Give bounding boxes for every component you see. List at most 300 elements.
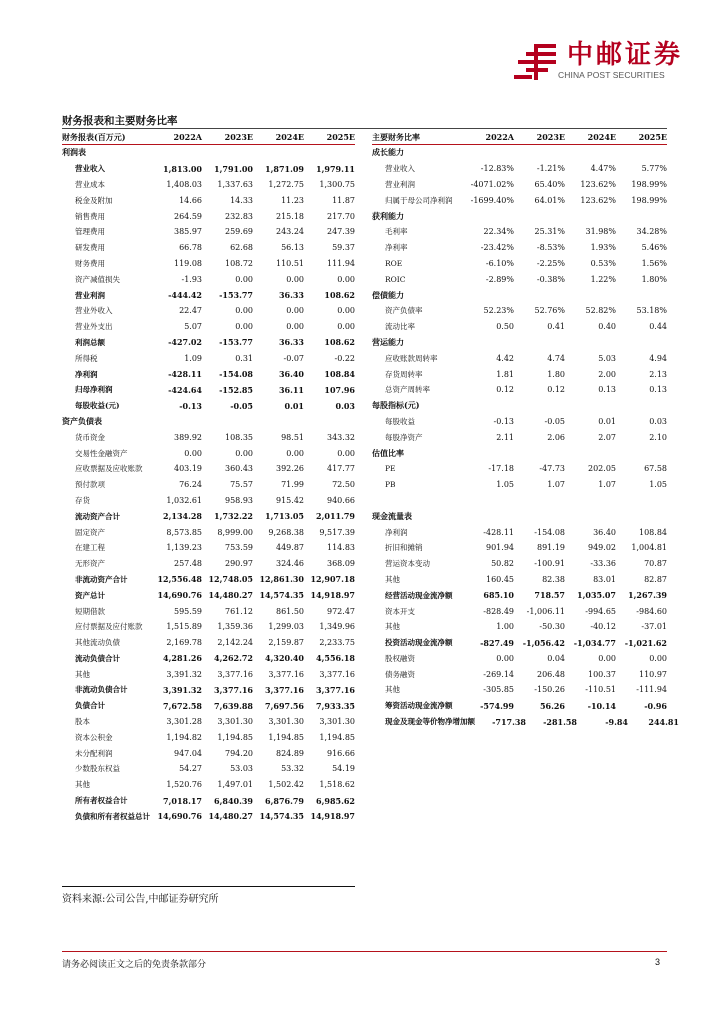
cell-value: 761.12	[225, 606, 253, 616]
cell-value: -154.08	[534, 527, 565, 537]
table-row	[372, 493, 667, 509]
row-label: 投资活动现金流净额	[385, 638, 453, 648]
row-label: 其他	[75, 780, 90, 790]
cell-value: 0.40	[598, 322, 616, 332]
cell-value: 11.23	[281, 195, 304, 205]
row-label: 非流动负债合计	[75, 685, 128, 695]
cell-value: 82.87	[644, 574, 667, 584]
cell-value: 1,139.23	[166, 543, 202, 553]
cell-value: -428.11	[168, 369, 202, 380]
cell-value: 66.78	[179, 243, 202, 253]
table-row	[62, 319, 355, 335]
table-row	[372, 350, 667, 366]
cell-value: -984.60	[636, 606, 667, 616]
row-label: 营业外收入	[75, 306, 113, 316]
cell-value: 1,871.09	[265, 163, 304, 174]
cell-value: 110.51	[276, 258, 304, 268]
table-row	[372, 572, 667, 588]
cell-value: 1,299.03	[268, 622, 304, 632]
cell-value: 232.83	[225, 211, 253, 221]
cell-value: 22.47	[179, 306, 202, 316]
cell-value: 2.13	[649, 369, 667, 379]
table-row	[62, 682, 355, 698]
cell-value: 75.57	[230, 480, 253, 490]
cell-value: 0.00	[286, 306, 304, 316]
cell-value: 2,134.28	[163, 511, 202, 522]
cell-value: -111.94	[636, 685, 667, 695]
cell-value: -6.10%	[485, 258, 514, 268]
cell-value: 3,301.30	[268, 717, 304, 727]
cell-value: -9.84	[605, 716, 628, 727]
section-row	[372, 287, 667, 303]
cell-value: 3,391.32	[166, 669, 202, 679]
cell-value: 5.77%	[641, 164, 667, 174]
header-label: 主要财务比率	[372, 131, 420, 142]
table-row	[62, 271, 355, 287]
cell-value: 916.66	[327, 748, 355, 758]
row-label: 存货周转率	[385, 369, 423, 379]
cell-value: 9,268.38	[268, 527, 304, 537]
cell-value: 4,281.26	[163, 653, 202, 664]
cell-value: 25.31%	[534, 227, 565, 237]
cell-value: 1,502.42	[268, 780, 304, 790]
cell-value: 2,233.75	[319, 638, 355, 648]
cell-value: -40.12	[590, 622, 616, 632]
cell-value: 243.24	[276, 227, 304, 237]
table-row	[372, 603, 667, 619]
cell-value: 0.00	[184, 448, 202, 458]
cell-value: 1,520.76	[166, 780, 202, 790]
table-row	[372, 256, 667, 272]
row-label: 存货	[75, 495, 90, 505]
table-row	[372, 666, 667, 682]
section-row	[372, 208, 667, 224]
row-label: 资产负债率	[385, 306, 423, 316]
header-year: 2025E	[326, 132, 355, 142]
table-row	[62, 651, 355, 667]
cell-value: -424.64	[168, 384, 202, 395]
row-label: 应付票据及应付账款	[75, 622, 143, 632]
cell-value: 36.40	[278, 369, 304, 380]
row-label: 应收票据及应收账款	[75, 464, 143, 474]
cell-value: -1,056.42	[522, 637, 565, 648]
cell-value: 0.00	[496, 653, 514, 663]
cell-value: 108.84	[324, 369, 355, 380]
table-row	[372, 366, 667, 382]
table-row	[372, 177, 667, 193]
table-row	[372, 271, 667, 287]
cell-value: 14,918.97	[310, 590, 355, 601]
table-row	[62, 524, 355, 540]
footer-divider	[62, 951, 667, 952]
table-row	[62, 224, 355, 240]
cell-value: 215.18	[276, 211, 304, 221]
page-number: 3	[655, 957, 661, 967]
table-row	[62, 366, 355, 382]
cell-value: -17.18	[488, 464, 514, 474]
cell-value: 343.32	[327, 432, 355, 442]
cell-value: 0.00	[286, 274, 304, 284]
table-row	[62, 572, 355, 588]
cell-value: 36.33	[278, 337, 304, 348]
cell-value: 110.97	[639, 669, 667, 679]
cell-value: 54.19	[332, 764, 355, 774]
cell-value: 0.31	[235, 353, 253, 363]
cell-value: 915.42	[276, 495, 304, 505]
cell-value: 14,480.27	[208, 590, 253, 601]
row-label: 估值比率	[372, 447, 404, 458]
cell-value: 36.33	[278, 290, 304, 301]
cell-value: 0.00	[598, 653, 616, 663]
cell-value: 1,813.00	[163, 163, 202, 174]
cell-value: 1,408.03	[166, 179, 202, 189]
cell-value: 52.76%	[534, 306, 565, 316]
row-label: 利润表	[62, 147, 86, 158]
row-label: 净利润	[385, 527, 408, 537]
section-row	[372, 445, 667, 461]
table-row	[62, 729, 355, 745]
cell-value: 108.62	[324, 337, 355, 348]
table-row	[372, 240, 667, 256]
cell-value: -154.08	[219, 369, 253, 380]
cell-value: 0.00	[337, 306, 355, 316]
cell-value: 14.66	[179, 195, 202, 205]
table-row	[62, 335, 355, 351]
header-year: 2024E	[275, 132, 304, 142]
row-label: 负债合计	[75, 701, 105, 711]
cell-value: -152.85	[219, 384, 253, 395]
row-label: 营业收入	[75, 164, 105, 174]
cell-value: 1,732.22	[214, 511, 253, 522]
cell-value: -150.26	[534, 685, 565, 695]
row-label: 在建工程	[75, 543, 105, 553]
table-row	[62, 445, 355, 461]
cell-value: 2,169.78	[166, 638, 202, 648]
row-label: PB	[385, 480, 396, 490]
row-label: 预付款项	[75, 480, 105, 490]
cell-value: 891.19	[537, 543, 565, 553]
section-title: 财务报表和主要财务比率	[62, 115, 178, 127]
cell-value: 949.02	[588, 543, 616, 553]
table-row	[62, 161, 355, 177]
cell-value: 5.03	[598, 353, 616, 363]
cell-value: 861.50	[276, 606, 304, 616]
cell-value: 53.18%	[636, 306, 667, 316]
source-note: 资料来源:公司公告,中邮证券研究所	[62, 894, 219, 905]
cell-value: -269.14	[483, 669, 514, 679]
cell-value: -4071.02%	[470, 179, 514, 189]
cell-value: 0.00	[649, 653, 667, 663]
row-label: 其他	[75, 669, 90, 679]
row-label: 毛利率	[385, 227, 408, 237]
table-row	[62, 587, 355, 603]
cell-value: 1.80%	[641, 274, 667, 284]
cell-value: 324.46	[276, 559, 304, 569]
cell-value: -0.38%	[536, 274, 565, 284]
section-row	[372, 335, 667, 351]
cell-value: -37.01	[641, 622, 667, 632]
cell-value: 3,377.16	[217, 669, 253, 679]
table-row	[62, 382, 355, 398]
cell-value: 5.07	[184, 322, 202, 332]
row-label: 流动负债合计	[75, 653, 120, 663]
cell-value: 108.62	[324, 290, 355, 301]
cell-value: 3,377.16	[268, 669, 304, 679]
row-label: 股本	[75, 717, 90, 727]
row-label: 资产减值损失	[75, 274, 120, 284]
cell-value: 1,337.63	[217, 179, 253, 189]
china-post-logo-icon	[512, 42, 564, 82]
cell-value: -305.85	[483, 685, 514, 695]
cell-value: 824.89	[276, 748, 304, 758]
cell-value: 53.03	[230, 764, 253, 774]
cell-value: 7,933.35	[316, 700, 355, 711]
table-row	[372, 524, 667, 540]
row-label: 少数股东权益	[75, 764, 120, 774]
cell-value: 0.00	[235, 274, 253, 284]
footer-disclaimer: 请务必阅读正文之后的免责条款部分	[62, 960, 207, 970]
row-label: 负债和所有者权益总计	[75, 811, 150, 821]
cell-value: 34.28%	[636, 227, 667, 237]
row-label: 其他	[385, 574, 400, 584]
table-row	[372, 540, 667, 556]
cell-value: 753.59	[225, 543, 253, 553]
cell-value: 1,515.89	[166, 622, 202, 632]
cell-value: 685.10	[483, 590, 514, 601]
cell-value: 958.93	[225, 495, 253, 505]
table-row	[372, 682, 667, 698]
cell-value: 290.97	[225, 559, 253, 569]
section-row	[372, 508, 667, 524]
cell-value: 794.20	[225, 748, 253, 758]
cell-value: 0.00	[235, 322, 253, 332]
cell-value: 7,672.58	[163, 700, 202, 711]
table-row	[62, 192, 355, 208]
cell-value: 2,142.24	[217, 638, 253, 648]
cell-value: -0.13	[493, 416, 514, 426]
row-label: 营业外支出	[75, 322, 113, 332]
cell-value: 12,907.18	[310, 574, 355, 585]
cell-value: 14,690.76	[157, 590, 202, 601]
cell-value: 108.72	[225, 258, 253, 268]
row-label: 税金及附加	[75, 195, 113, 205]
cell-value: 50.82	[491, 559, 514, 569]
row-label: 销售费用	[75, 211, 105, 221]
table-row	[372, 587, 667, 603]
table-row	[372, 461, 667, 477]
cell-value: 64.01%	[534, 195, 565, 205]
row-label: 营运资本变动	[385, 559, 430, 569]
cell-value: 972.47	[327, 606, 355, 616]
title-divider	[62, 128, 667, 129]
cell-value: 1,267.39	[628, 590, 667, 601]
cell-value: 449.87	[276, 543, 304, 553]
cell-value: 1.22%	[590, 274, 616, 284]
brand-name-cn: 中邮证券	[567, 40, 684, 70]
table-bottom-rule	[62, 886, 355, 887]
cell-value: -0.22	[334, 353, 355, 363]
row-label: 获利能力	[372, 210, 404, 221]
cell-value: 7,639.88	[214, 700, 253, 711]
cell-value: -47.73	[539, 464, 565, 474]
row-label: 营业成本	[75, 179, 105, 189]
cell-value: -23.42%	[480, 243, 514, 253]
row-label: 研发费用	[75, 243, 105, 253]
row-label: ROE	[385, 258, 403, 268]
cell-value: 12,556.48	[157, 574, 202, 585]
table-row	[62, 745, 355, 761]
table-row	[62, 398, 355, 414]
cell-value: 1.05	[496, 480, 514, 490]
table-row	[62, 793, 355, 809]
row-label: 其他	[385, 622, 400, 632]
table-row	[62, 429, 355, 445]
cell-value: 5.46%	[641, 243, 667, 253]
table-row	[62, 461, 355, 477]
cell-value: 202.05	[588, 464, 616, 474]
cell-value: -1.21%	[536, 164, 565, 174]
cell-value: 360.43	[225, 464, 253, 474]
cell-value: 1,713.05	[265, 511, 304, 522]
cell-value: 14,480.27	[208, 811, 253, 822]
cell-value: 1.00	[496, 622, 514, 632]
cell-value: 217.70	[327, 211, 355, 221]
cell-value: 3,377.16	[214, 684, 253, 695]
cell-value: 3,301.28	[166, 717, 202, 727]
cell-value: -717.38	[492, 716, 526, 727]
cell-value: 4.47%	[590, 164, 616, 174]
header-year: 2022A	[485, 132, 514, 142]
cell-value: -153.77	[219, 337, 253, 348]
cell-value: 4.42	[496, 353, 514, 363]
cell-value: 901.94	[486, 543, 514, 553]
cell-value: 0.03	[335, 400, 355, 411]
cell-value: -100.91	[534, 559, 565, 569]
cell-value: 119.08	[174, 258, 202, 268]
cell-value: 257.48	[174, 559, 202, 569]
cell-value: 0.04	[547, 653, 565, 663]
cell-value: -2.25%	[536, 258, 565, 268]
cell-value: 0.00	[286, 322, 304, 332]
header-year: 2023E	[224, 132, 253, 142]
cell-value: 0.12	[547, 385, 565, 395]
cell-value: 1,035.07	[577, 590, 616, 601]
row-label: 营业收入	[385, 164, 415, 174]
table-row	[62, 493, 355, 509]
table-row	[62, 477, 355, 493]
cell-value: 22.34%	[483, 227, 514, 237]
cell-value: -10.14	[587, 700, 616, 711]
cell-value: 7,697.56	[265, 700, 304, 711]
cell-value: 36.11	[278, 384, 304, 395]
cell-value: 123.62%	[580, 195, 616, 205]
cell-value: 6,985.62	[316, 795, 355, 806]
row-label: 现金及现金等价物净增加额	[385, 717, 475, 727]
row-label: 归母净利润	[75, 385, 113, 395]
cell-value: 14,574.35	[259, 811, 304, 822]
cell-value: -827.49	[480, 637, 514, 648]
table-row	[62, 619, 355, 635]
cell-value: -281.58	[543, 716, 577, 727]
cell-value: 0.00	[337, 448, 355, 458]
table-row	[372, 382, 667, 398]
cell-value: 2,011.79	[316, 511, 355, 522]
cell-value: 0.13	[649, 385, 667, 395]
row-label: 经营活动现金流净额	[385, 590, 453, 600]
cell-value: 1.09	[184, 353, 202, 363]
row-label: 所得税	[75, 353, 98, 363]
cell-value: 392.26	[276, 464, 304, 474]
cell-value: 12,861.30	[259, 574, 304, 585]
cell-value: 1,194.82	[166, 732, 202, 742]
cell-value: 65.40%	[534, 179, 565, 189]
table-row	[372, 619, 667, 635]
cell-value: -50.30	[539, 622, 565, 632]
cell-value: 1,979.11	[316, 163, 355, 174]
cell-value: 0.01	[598, 416, 616, 426]
cell-value: -1.93	[181, 274, 202, 284]
cell-value: 0.50	[496, 322, 514, 332]
brand-name-en: CHINA POST SECURITIES	[558, 70, 665, 80]
cell-value: 108.35	[225, 432, 253, 442]
table-row	[62, 303, 355, 319]
cell-value: 718.57	[534, 590, 565, 601]
cell-value: 1,359.36	[217, 622, 253, 632]
cell-value: -12.83%	[480, 164, 514, 174]
row-label: 净利润	[75, 369, 98, 379]
cell-value: 1.81	[496, 369, 514, 379]
cell-value: 1,004.81	[631, 543, 667, 553]
cell-value: 3,391.32	[163, 684, 202, 695]
cell-value: 1,194.85	[217, 732, 253, 742]
table-row	[62, 350, 355, 366]
row-label: 净利率	[385, 243, 408, 253]
header-year: 2022A	[173, 132, 202, 142]
cell-value: 1.93%	[590, 243, 616, 253]
row-label: 所有者权益合计	[75, 796, 128, 806]
cell-value: 83.01	[593, 574, 616, 584]
cell-value: -428.11	[483, 527, 514, 537]
section-row	[372, 398, 667, 414]
cell-value: 198.99%	[631, 195, 667, 205]
table-row	[372, 714, 679, 730]
cell-value: -828.49	[483, 606, 514, 616]
row-label: 流动资产合计	[75, 511, 120, 521]
row-label: 利润总额	[75, 337, 105, 347]
table-row	[62, 256, 355, 272]
section-row	[62, 414, 355, 430]
cell-value: 0.00	[286, 448, 304, 458]
cell-value: 259.69	[225, 227, 253, 237]
row-label: 未分配利润	[75, 748, 113, 758]
cell-value: 389.92	[174, 432, 202, 442]
cell-value: 8,573.85	[166, 527, 202, 537]
cell-value: 198.99%	[631, 179, 667, 189]
row-label: 营业利润	[385, 179, 415, 189]
cell-value: -33.36	[590, 559, 616, 569]
cell-value: -574.99	[480, 700, 514, 711]
row-label: 总资产周转率	[385, 385, 430, 395]
cell-value: 385.97	[174, 227, 202, 237]
table-row	[372, 698, 667, 714]
table-row	[62, 635, 355, 651]
row-label: 成长能力	[372, 147, 404, 158]
cell-value: 82.38	[542, 574, 565, 584]
cell-value: 3,377.16	[316, 684, 355, 695]
row-label: 其他流动负债	[75, 638, 120, 648]
cell-value: 1,791.00	[214, 163, 253, 174]
row-label: 每股收益(元)	[75, 401, 120, 411]
